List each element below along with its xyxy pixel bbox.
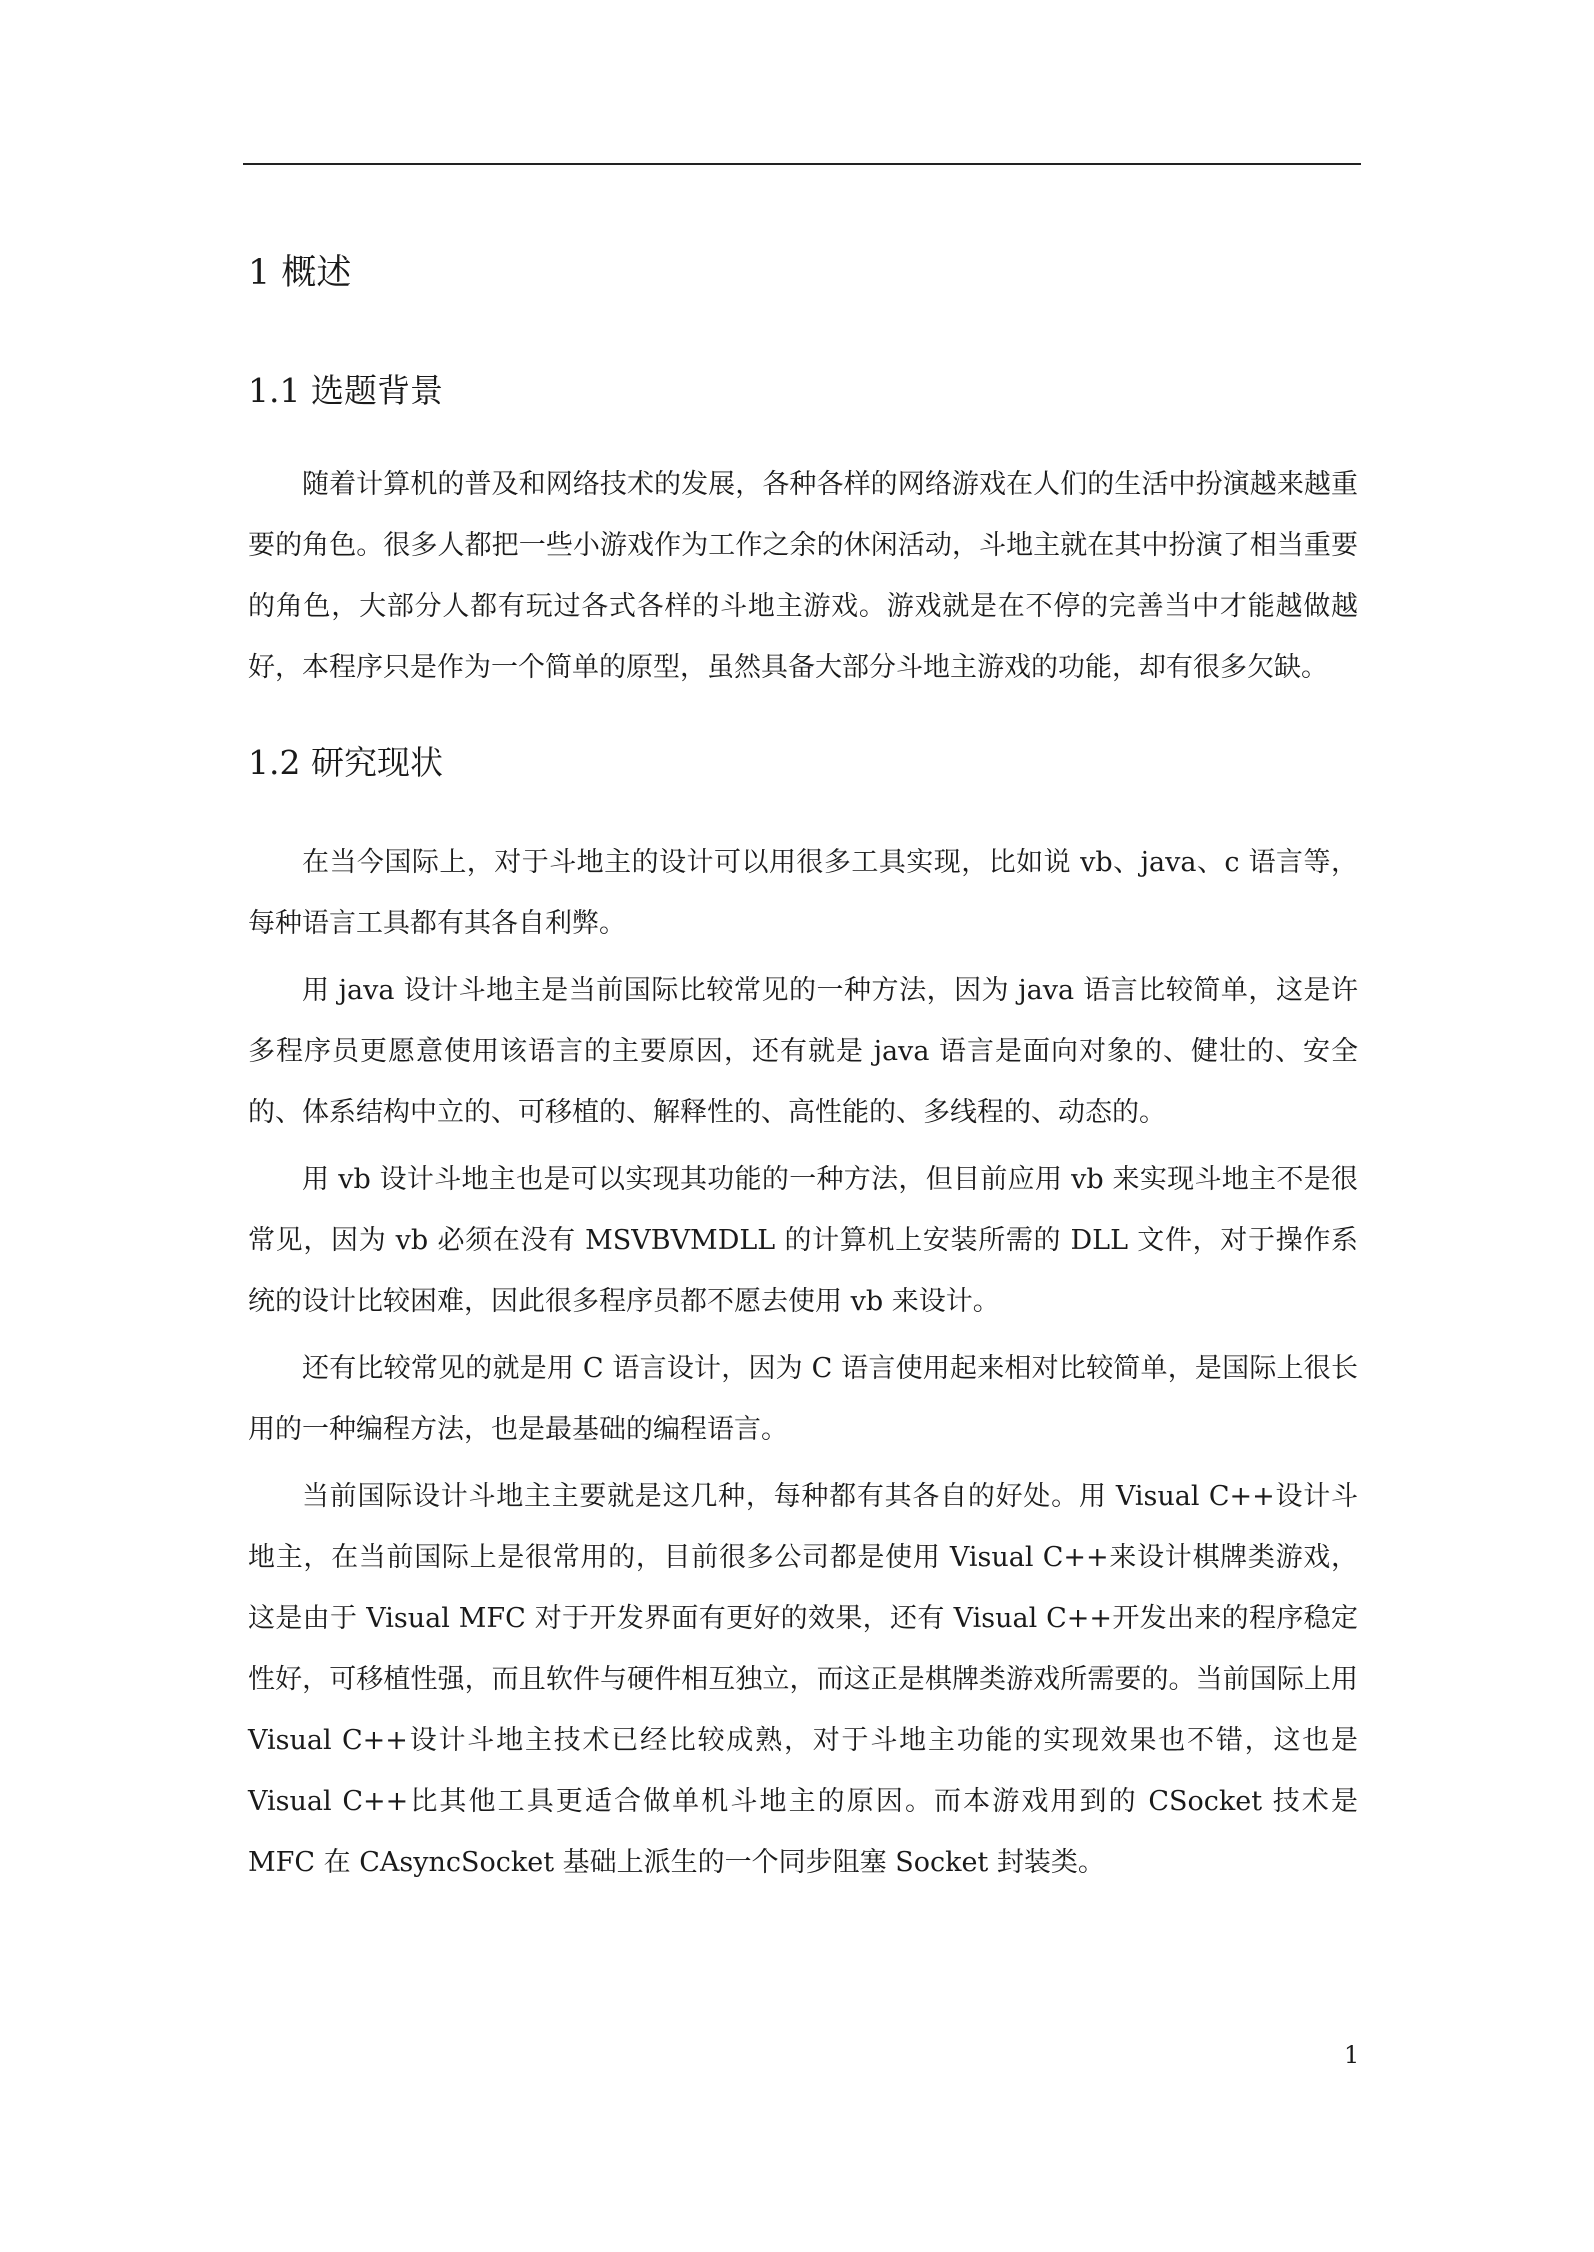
page-content <box>248 248 1358 1893</box>
chapter-title: 1 概述 <box>248 253 352 293</box>
paragraph-visual-cpp: 当前国际设计斗地主主要就是这几种，每种都有其各自的好处。用 Visual C++设计斗地主，在当前国际上是很常用的，目前很多公司都是使用 Visual C++来设计棋牌类游戏，这是由于 Visual MFC 对于开发界面有更好的效果，还有 Visual C++开发出来的程序稳定性好，可移植性强，而且软件与硬件相互独立，而这正是棋牌类游戏所需要的。当前国际上用 Visual C++设计斗地主技术已经比较成熟，对于斗地主功能的实现效果也不错，这也是 Visual C++比其他工具更适合做单机斗地主的原因。而本游戏用到的 CSocket 技术是 MFC 在 CAsyncSocket 基础上派生的一个同步阻塞 Socket 封装类。 <box>248 1481 1358 1878</box>
section-title-1-2: 1.2 研究现状 <box>248 743 443 782</box>
paragraph-java: 用 java 设计斗地主是当前国际比较常见的一种方法，因为 java 语言比较简单，这是许多程序员更愿意使用该语言的主要原因，还有就是 java 语言是面向对象的、健壮的、安全的、体系结构中立的、可移植的、解释性的、高性能的、多线程的、动态的。 <box>248 975 1358 1128</box>
paragraph-status-intro: 在当今国际上，对于斗地主的设计可以用很多工具实现，比如说 vb、java、c 语言等，每种语言工具都有其各自利弊。 <box>248 847 1358 939</box>
paragraph-vb: 用 vb 设计斗地主也是可以实现其功能的一种方法，但目前应用 vb 来实现斗地主不是很常见，因为 vb 必须在没有 MSVBVMDLL 的计算机上安装所需的 DLL 文件，对于操作系统的设计比较困难，因此很多程序员都不愿去使用 vb 来设计。 <box>248 1164 1358 1317</box>
page-number: 1 <box>1344 2041 1360 2069</box>
paragraph-c-language: 还有比较常见的就是用 C 语言设计，因为 C 语言使用起来相对比较简单，是国际上很长用的一种编程方法，也是最基础的编程语言。 <box>248 1353 1358 1445</box>
section-title-1-1: 1.1 选题背景 <box>248 371 443 410</box>
paragraph-background: 随着计算机的普及和网络技术的发展，各种各样的网络游戏在人们的生活中扮演越来越重要的角色。很多人都把一些小游戏作为工作之余的休闲活动，斗地主就在其中扮演了相当重要的角色，大部分人都有玩过各式各样的斗地主游戏。游戏就是在不停的完善当中才能越做越好，本程序只是作为一个简单的原型，虽然具备大部分斗地主游戏的功能，却有很多欠缺。 <box>248 469 1358 683</box>
header-rule <box>243 163 1361 165</box>
